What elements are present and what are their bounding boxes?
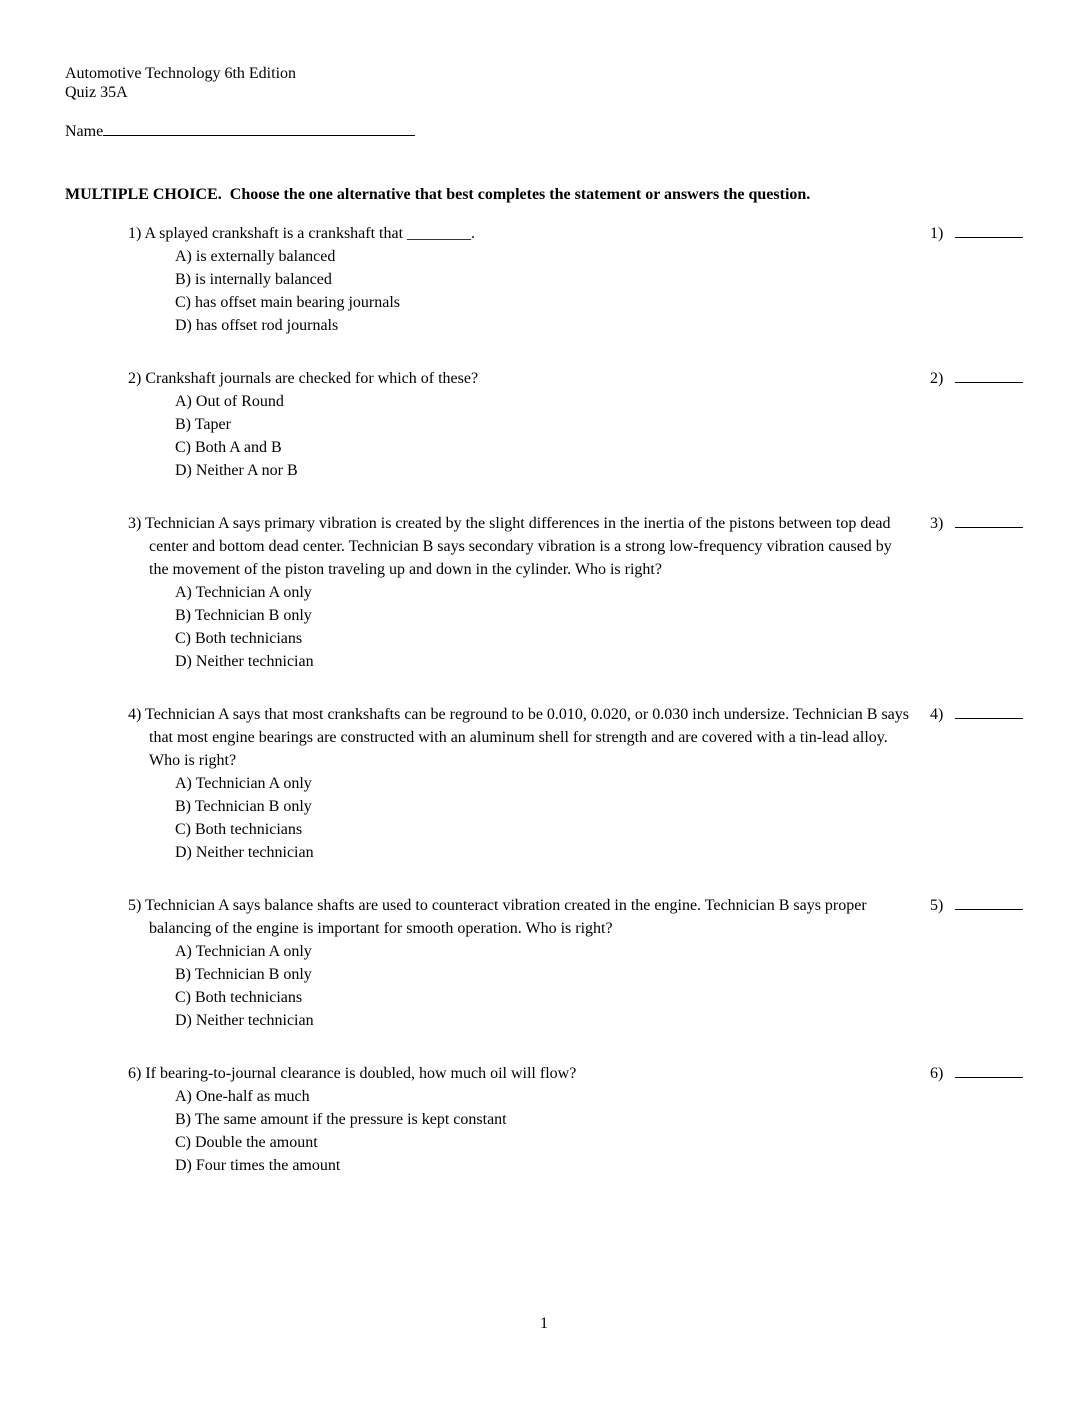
option-a: A) Technician A only	[175, 584, 312, 601]
option-list	[175, 1085, 910, 1177]
question-text-line	[128, 703, 910, 772]
question-1	[128, 222, 1030, 337]
answer-blank-line	[955, 368, 1023, 383]
question-text-line	[128, 512, 910, 581]
question-6	[128, 1062, 1030, 1177]
answer-number: 3)	[930, 515, 944, 532]
question-text: If bearing-to-journal clearance is doubled, how much oil will flow?	[145, 1065, 577, 1082]
answer-slot	[930, 1062, 1030, 1085]
option-list	[175, 390, 910, 482]
question-body	[128, 1062, 910, 1177]
option-c: C) Both A and B	[175, 439, 282, 456]
option-list	[175, 581, 910, 673]
question-text-line	[128, 222, 910, 245]
question-5	[128, 894, 1030, 1032]
question-text: Technician A says primary vibration is created by the slight differences in the inertia of the pistons between top dead center and bottom dead center. Technician B says secondary vibration is a strong low-frequency vibration caused by the movement of the piston traveling up and down in the cylinder. Who is right?	[145, 515, 892, 578]
question-number: 6)	[128, 1065, 142, 1082]
question-number: 4)	[128, 706, 142, 723]
name-row	[65, 121, 1030, 141]
option-b: B) Technician B only	[175, 607, 312, 624]
question-body	[128, 367, 910, 482]
answer-blank-line	[955, 513, 1023, 528]
name-label: Name	[65, 123, 104, 140]
answer-slot	[930, 894, 1030, 917]
question-number: 5)	[128, 897, 142, 914]
question-body	[128, 222, 910, 337]
answer-slot	[930, 222, 1030, 245]
answer-number: 1)	[930, 225, 944, 242]
option-a: A) is externally balanced	[175, 248, 336, 265]
option-c: C) Both technicians	[175, 630, 303, 647]
question-4	[128, 703, 1030, 864]
answer-slot	[930, 512, 1030, 535]
question-list	[65, 222, 1030, 1177]
option-d: D) Neither technician	[175, 653, 314, 670]
option-d: D) has offset rod journals	[175, 317, 339, 334]
option-b: B) The same amount if the pressure is kept constant	[175, 1111, 507, 1128]
question-body	[128, 894, 910, 1032]
question-number: 3)	[128, 515, 142, 532]
option-b: B) Technician B only	[175, 798, 312, 815]
option-c: C) Double the amount	[175, 1134, 318, 1151]
answer-slot	[930, 367, 1030, 390]
option-list	[175, 940, 910, 1032]
option-c: C) Both technicians	[175, 989, 303, 1006]
answer-number: 2)	[930, 370, 944, 387]
question-text-line	[128, 894, 910, 940]
name-blank-line	[103, 121, 415, 136]
question-3	[128, 512, 1030, 673]
answer-slot	[930, 703, 1030, 726]
option-c: C) Both technicians	[175, 821, 303, 838]
option-b: B) Technician B only	[175, 966, 312, 983]
question-text: Technician A says that most crankshafts can be reground to be 0.010, 0.020, or 0.030 inch undersize. Technician B says that most engine bearings are constructed with an aluminum shell for strength and are covered with a tin-lead alloy. Who is right?	[145, 706, 909, 769]
answer-blank-line	[955, 895, 1023, 910]
option-d: D) Four times the amount	[175, 1157, 341, 1174]
option-b: B) Taper	[175, 416, 231, 433]
option-a: A) One-half as much	[175, 1088, 310, 1105]
answer-blank-line	[955, 704, 1023, 719]
option-d: D) Neither A nor B	[175, 462, 298, 479]
quiz-number: Quiz 35A	[65, 84, 128, 101]
option-list	[175, 772, 910, 864]
question-body	[128, 512, 910, 673]
option-list	[175, 245, 910, 337]
answer-number: 6)	[930, 1065, 944, 1082]
question-text-line	[128, 1062, 910, 1085]
document-title: Automotive Technology 6th Edition	[65, 65, 297, 82]
question-number: 1)	[128, 225, 142, 242]
document-header	[65, 64, 1030, 102]
option-c: C) has offset main bearing journals	[175, 294, 400, 311]
answer-number: 4)	[930, 706, 944, 723]
question-2	[128, 367, 1030, 482]
question-body	[128, 703, 910, 864]
page-number: 1	[540, 1315, 548, 1332]
answer-blank-line	[955, 1063, 1023, 1078]
option-a: A) Out of Round	[175, 393, 284, 410]
question-text: Crankshaft journals are checked for which of these?	[145, 370, 479, 387]
answer-number: 5)	[930, 897, 944, 914]
question-text: Technician A says balance shafts are used to counteract vibration created in the engine. Technician B says proper balancing of the engine is important for smooth operation. Who is right?	[145, 897, 867, 937]
option-a: A) Technician A only	[175, 943, 312, 960]
question-text: A splayed crankshaft is a crankshaft that ________.	[144, 225, 476, 242]
option-d: D) Neither technician	[175, 844, 314, 861]
question-text-line	[128, 367, 910, 390]
question-number: 2)	[128, 370, 142, 387]
section-heading: MULTIPLE CHOICE. Choose the one alternative that best completes the statement or answers the question.	[65, 186, 811, 203]
option-a: A) Technician A only	[175, 775, 312, 792]
option-d: D) Neither technician	[175, 1012, 314, 1029]
answer-blank-line	[955, 223, 1023, 238]
option-b: B) is internally balanced	[175, 271, 332, 288]
